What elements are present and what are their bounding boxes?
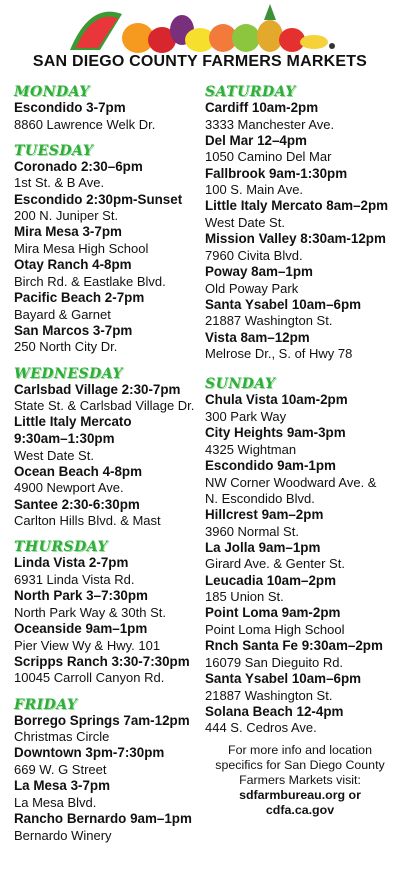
market-name: Santa Ysabel 10am–6pm [205,296,362,312]
market-name: Mission Valley 8:30am-12pm [205,231,386,247]
market-name: Borrego Springs 7am-12pm [14,712,190,728]
market-name: Little Italy Mercato 8am–2pm [205,198,389,214]
market-name: North Park 3–7:30pm [14,588,148,604]
market-name: Hillcrest 9am–2pm [205,506,324,522]
market-address: North Park Way & 30th St. [14,604,166,620]
market-name: Oceanside 9am–1pm [14,620,148,636]
right-column [205,84,395,737]
footer-info [205,743,395,818]
market-name: Escondido 9am-1pm [205,457,336,473]
banana-icon [300,35,328,49]
market-address: 4325 Wightman [205,441,297,457]
market-address: Christmas Circle [14,729,110,745]
market-address: Pier View Wy & Hwy. 101 [14,637,161,653]
market-name: 9:30am–1:30pm [14,430,115,446]
market-address: La Mesa Blvd. [14,794,97,810]
market-address: 100 S. Main Ave. [205,182,304,198]
market-name: La Jolla 9am–1pm [205,539,321,555]
registered-mark-icon [329,43,335,49]
watermelon-icon [70,12,122,50]
day-heading-sunday: SUNDAY [205,376,276,393]
market-name: Cardiff 10am-2pm [205,100,319,115]
market-name: Chula Vista 10am-2pm [205,392,348,408]
market-address: 10045 Carroll Canyon Rd. [14,670,165,686]
market-name: Santa Ysabel 10am–6pm [205,670,362,686]
market-name: Leucadia 10am–2pm [205,572,336,588]
market-address: 200 N. Juniper St. [14,208,119,224]
market-address: 3960 Normal St. [205,523,299,539]
page-title: SAN DIEGO COUNTY FARMERS MARKETS [32,53,368,70]
market-name: La Mesa 3-7pm [14,778,111,794]
day-heading-thursday: THURSDAY [14,539,108,556]
market-name: Linda Vista 2-7pm [14,555,129,571]
market-address: 6931 Linda Vista Rd. [14,571,135,587]
market-address: Bernardo Winery [14,827,112,843]
pineapple-icon [257,4,283,52]
market-name: Pacific Beach 2-7pm [14,289,145,305]
day-heading-monday: MONDAY [14,84,90,100]
market-name: San Marcos 3-7pm [14,322,133,338]
green-apple-icon [232,24,260,52]
market-address: 3333 Manchester Ave. [205,116,335,132]
market-address: 669 W. G Street [14,761,107,777]
market-address: NW Corner Woodward Ave. & [205,474,377,490]
market-address: Birch Rd. & Eastlake Blvd. [14,273,166,289]
market-name: Solana Beach 12-4pm [205,703,344,719]
market-name: Rancho Bernardo 9am–1pm [14,810,192,826]
market-address: 444 S. Cedros Ave. [205,720,317,736]
market-name: Otay Ranch 4-8pm [14,257,132,273]
market-address: 185 Union St. [205,589,284,605]
market-address: Old Poway Park [205,280,299,296]
market-address: Bayard & Garnet [14,306,111,322]
market-address: Mira Mesa High School [14,240,149,256]
market-name: Escondido 2:30pm-Sunset [14,191,183,207]
market-name: Mira Mesa 3-7pm [14,224,122,240]
market-name: Vista 8am–12pm [205,329,310,345]
footer-line: specifics for San Diego County [215,758,385,772]
market-name: Del Mar 12–4pm [205,132,307,148]
market-address: 300 Park Way [205,408,287,424]
footer-line: For more info and location [228,743,372,757]
market-name: Coronado 2:30–6pm [14,158,143,174]
market-name: Escondido 3-7pm [14,100,126,115]
day-heading-friday: FRIDAY [14,696,78,713]
day-heading-saturday: SATURDAY [205,84,296,100]
footer-line: Farmers Markets visit: [239,773,361,787]
day-heading-tuesday: TUESDAY [14,142,94,159]
market-address: West Date St. [205,214,285,230]
market-name: City Heights 9am-3pm [205,425,346,441]
market-address: State St. & Carlsbad Village Dr. [14,398,195,414]
market-address: 21887 Washington St. [205,687,333,703]
market-address: N. Escondido Blvd. [205,490,315,506]
day-heading-wednesday: WEDNESDAY [14,365,123,382]
market-address: Carlton Hills Blvd. & Mast [14,513,161,529]
market-address: 21887 Washington St. [205,313,333,329]
market-address: West Date St. [14,447,94,463]
market-address: 1st St. & B Ave. [14,175,105,191]
market-name: Point Loma 9am-2pm [205,605,341,621]
market-address: Girard Ave. & Genter St. [205,556,345,572]
footer-links[interactable]: sdfarmbureau.org or cdfa.ca.gov [239,788,361,817]
market-address: 4900 Newport Ave. [14,480,124,496]
fruit-banner-logo [60,2,340,54]
market-name: Rnch Santa Fe 9:30am–2pm [205,638,383,654]
market-name: Downtown 3pm-7:30pm [14,745,165,761]
market-address: 1050 Camino Del Mar [205,149,332,165]
market-address: Point Loma High School [205,621,345,637]
market-name: Fallbrook 9am-1:30pm [205,165,348,181]
market-address: 16079 San Dieguito Rd. [205,654,344,670]
market-name: Poway 8am–1pm [205,263,313,279]
market-name: Scripps Ranch 3:30-7:30pm [14,653,190,669]
market-address: Melrose Dr., S. of Hwy 78 [205,346,353,362]
left-column [14,84,204,844]
market-name: Carlsbad Village 2:30-7pm [14,381,181,397]
market-name: Santee 2:30-6:30pm [14,496,140,512]
market-address: 7960 Civita Blvd. [205,247,303,263]
market-address: 8860 Lawrence Welk Dr. [14,116,156,132]
market-address: 250 North City Dr. [14,339,118,355]
market-name: Ocean Beach 4-8pm [14,463,143,479]
market-name: Little Italy Mercato [14,414,132,430]
